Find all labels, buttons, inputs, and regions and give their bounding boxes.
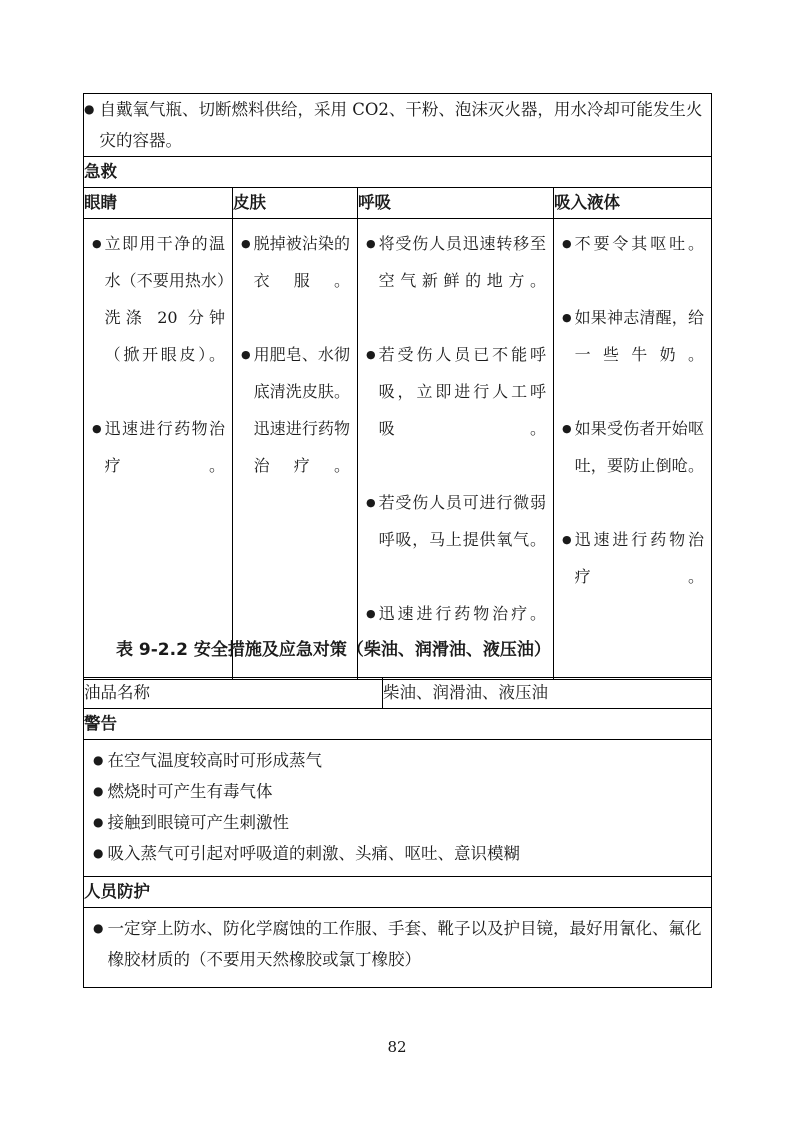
list-item [562,299,704,410]
skin-list [233,219,357,531]
bullet-icon: ● [93,784,104,798]
column-header-breath: 呼吸 [358,188,554,219]
warning-cell [84,740,712,877]
bullet-icon: ● [93,921,104,935]
list-item [562,410,704,521]
warning-list [84,740,711,876]
first-aid-section-heading: 急救 [84,157,712,188]
list-item [92,225,225,410]
extinguish-cell [84,94,712,157]
list-item [93,913,702,975]
column-header-ingest: 吸入液体 [554,188,712,219]
list-item [366,225,546,336]
eye-list [84,219,232,531]
ingest-item-text: 迅速进行药物治疗。 [574,530,705,586]
list-item [92,410,225,521]
table-row [84,678,712,709]
breath-list [358,219,553,679]
warning-item-text: 燃烧时可产生有毒气体 [107,782,273,801]
ingest-item-text: 如果神志清醒，给一些牛奶。 [574,308,705,364]
eye-item-text: 迅速进行药物治疗。 [104,419,225,475]
bullet-icon: ● [562,311,572,324]
list-item [366,484,546,595]
protection-list [84,908,711,987]
table-row [84,157,712,188]
bullet-icon: ● [93,846,104,860]
list-item [84,94,711,156]
bullet-icon: ● [562,533,572,546]
ingest-cell [554,219,712,680]
table-header-row [84,188,712,219]
column-header-eye: 眼睛 [84,188,233,219]
list-item [93,745,702,776]
list-item [366,336,546,484]
bullet-icon: ● [241,348,251,361]
ingest-item-text: 如果受伤者开始呕吐，要防止倒呛。 [574,419,705,475]
bullet-icon: ● [93,815,104,829]
ingest-list [554,219,711,642]
breath-item-text: 若受伤人员已不能呼吸，立即进行人工呼吸。 [378,345,546,438]
bullet-icon: ● [562,422,572,435]
skin-cell [233,219,358,680]
bullet-icon: ● [92,237,102,250]
protection-item-text: 一定穿上防水、防化学腐蚀的工作服、手套、靴子以及护目镜，最好用氰化、氟化橡胶材质的（不要用天然橡胶或氯丁橡胶） [107,919,702,969]
breath-item-text: 将受伤人员迅速转移至空气新鲜的地方。 [378,234,546,290]
protection-cell [84,908,712,988]
table-row [84,709,712,740]
breath-item-text: 若受伤人员可进行微弱呼吸，马上提供氧气。 [378,493,546,549]
table-row [84,94,712,157]
column-header-skin: 皮肤 [233,188,358,219]
bullet-icon: ● [562,237,572,250]
bullet-icon: ● [366,607,376,620]
warning-item-text: 吸入蒸气可引起对呼吸道的刺激、头痛、呕吐、意识模糊 [107,844,520,863]
table-row [84,219,712,680]
oil-name-label: 油品名称 [84,678,383,709]
first-aid-table [83,93,712,680]
bullet-icon: ● [366,237,376,250]
list-item [93,838,702,869]
warning-item-text: 在空气温度较高时可形成蒸气 [107,751,322,770]
skin-item-text: 用肥皂、水彻底清洗皮肤。迅速进行药物治疗。 [253,345,350,475]
oil-name-value: 柴油、润滑油、液压油 [383,678,712,709]
warning-section-heading: 警告 [84,709,712,740]
table-row [84,740,712,877]
bullet-icon: ● [241,237,251,250]
breath-item-text: 迅速进行药物治疗。 [378,604,546,623]
list-item [562,521,704,632]
oil-safety-table [83,677,712,988]
protection-section-heading: 人员防护 [84,877,712,908]
skin-item-text: 脱掉被沾染的衣服。 [253,234,350,290]
list-item [93,807,702,838]
bullet-icon: ● [84,102,95,116]
table-row [84,908,712,988]
page-number: 82 [387,1038,407,1056]
bullet-icon: ● [366,348,376,361]
eye-cell [84,219,233,680]
list-item [562,225,704,299]
list-item [241,336,350,521]
table-row [84,877,712,908]
list-item [241,225,350,336]
bullet-icon: ● [93,753,104,767]
list-item [93,776,702,807]
bullet-icon: ● [92,422,102,435]
extinguish-text: 自戴氧气瓶、切断燃料供给，采用 CO2、干粉、泡沫灭火器，用水冷却可能发生火灾的容器。 [99,100,703,150]
bullet-icon: ● [366,496,376,509]
eye-item-text: 立即用干净的温水（不要用热水）洗涤 20 分钟（掀开眼皮）。 [104,234,225,364]
table-caption: 表 9-2.2 安全措施及应急对策（柴油、润滑油、液压油） [116,640,551,660]
ingest-item-text: 不要令其呕吐。 [574,234,705,253]
warning-item-text: 接触到眼镜可产生刺激性 [107,813,289,832]
breath-cell [358,219,554,680]
